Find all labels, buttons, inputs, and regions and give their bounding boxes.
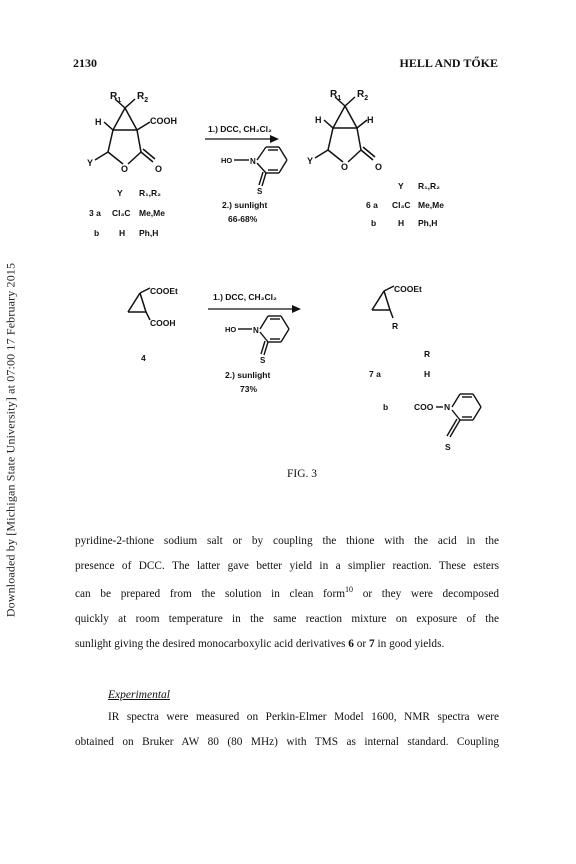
reactant-h: H (95, 117, 102, 127)
scheme2-reactant-cooh: COOH (150, 318, 176, 328)
product-carbonyl-o: O (375, 162, 383, 172)
paragraph-line: quickly at room temperature in the same reaction mixture on exposure of the (75, 612, 499, 625)
experimental-line: obtained on Bruker AW 80 (80 MHz) with TMS as internal standard. Coupling (75, 735, 499, 748)
scheme1-product-structure (315, 97, 375, 162)
reactant-cooh: COOH (150, 116, 177, 126)
svg-text:Ph,H: Ph,H (418, 218, 438, 228)
scheme2-reagent-s: S (260, 356, 266, 365)
scheme2-reagent-top: 1.) DCC, CH₂Cl₂ (213, 292, 277, 302)
svg-text:Cl₃C: Cl₃C (112, 208, 131, 218)
scheme2-product-cooet: COOEt (394, 284, 422, 294)
running-title: HELL AND TŐKE (399, 56, 498, 70)
svg-text:b: b (371, 218, 377, 228)
svg-text:R: R (424, 349, 431, 359)
scheme1-table-left (89, 188, 165, 238)
reference-superscript: 10 (345, 585, 354, 595)
reactant-y: Y (87, 158, 94, 168)
reactant-ring-o: O (121, 164, 129, 174)
scheme1-table-right (366, 181, 444, 228)
svg-text:b: b (383, 402, 389, 412)
experimental-heading: Experimental (108, 689, 170, 701)
svg-text:7 a: 7 a (369, 369, 381, 379)
svg-text:b: b (94, 228, 100, 238)
paragraph-line: sunlight giving the desired monocarboxylic acid derivatives 6 or 7 in good yields. (75, 637, 445, 650)
reactant-r1: $R_1$ (110, 91, 122, 104)
scheme1-reagent-s: S (257, 187, 263, 196)
svg-text:R₁,R₂: R₁,R₂ (139, 188, 161, 198)
download-text: Downloaded by [Michigan State University] at 07:00 17 February 2015 (3, 262, 18, 618)
product-h-left: H (315, 115, 322, 125)
scheme1-reagent-top: 1.) DCC, CH₂Cl₂ (208, 124, 272, 134)
reactant-r2: $R_2$ (137, 91, 149, 104)
reactant-carbonyl-o: O (155, 164, 163, 174)
svg-text:3 a: 3 a (89, 208, 101, 218)
svg-text:H: H (424, 369, 431, 379)
svg-text:N: N (444, 402, 451, 412)
product-y: Y (307, 156, 314, 166)
scheme2-reactant-structure (128, 288, 150, 320)
scheme1-reactant-structure (95, 99, 155, 164)
product-ring-o: O (341, 162, 349, 172)
svg-text:H: H (119, 228, 126, 238)
scheme2-table (369, 349, 451, 452)
experimental-paragraph (75, 705, 499, 754)
experimental-line: IR spectra were measured on Perkin-Elmer Model 1600, NMR spectra were (108, 711, 499, 723)
svg-text:Me,Me: Me,Me (418, 200, 444, 210)
scheme1-yield: 66-68% (228, 214, 258, 224)
scheme2-reagent-bottom: 2.) sunlight (225, 370, 271, 380)
scheme2-yield: 73% (240, 384, 258, 394)
scheme1-reagent-bottom: 2.) sunlight (222, 200, 268, 210)
paragraph-line: pyridine-2-thione sodium salt or by coupling the thione with the acid in the (75, 535, 499, 547)
svg-text:Cl₃C: Cl₃C (392, 200, 411, 210)
scheme1-pyridinethione (234, 147, 287, 186)
scheme1-reagent-ho: HO (221, 156, 233, 165)
svg-text:Y: Y (117, 188, 123, 198)
svg-text:Ph,H: Ph,H (139, 228, 159, 238)
svg-text:Me,Me: Me,Me (139, 208, 165, 218)
scheme1-arrowhead (270, 135, 279, 143)
scheme2-reagent-n: N (253, 326, 259, 335)
scheme2-product-r: R (392, 321, 399, 331)
product-r2: $R_2$ (357, 89, 369, 102)
svg-text:R₁,R₂: R₁,R₂ (418, 181, 440, 191)
figure-caption: FIG. 3 (287, 468, 318, 480)
scheme2-pyridinethione (238, 316, 289, 355)
product-h-right: H (367, 115, 374, 125)
svg-text:6 a: 6 a (366, 200, 378, 210)
svg-text:COO: COO (414, 402, 434, 412)
scheme2-table-pyridinethione (436, 394, 481, 437)
scheme2-reagent-ho: HO (225, 325, 237, 334)
svg-text:H: H (398, 218, 405, 228)
paragraph-line: presence of DCC. The latter gave better yield in a simplier reaction. These esters (75, 559, 499, 572)
svg-text:S: S (445, 442, 451, 452)
scheme2-compound-4: 4 (141, 353, 146, 363)
scheme2-product-structure (372, 286, 394, 318)
product-r1: $R_1$ (330, 89, 342, 102)
body-paragraph (75, 529, 499, 656)
svg-text:Y: Y (398, 181, 404, 191)
scheme2-reactant-cooet: COOEt (150, 286, 178, 296)
scheme1-reagent-n: N (250, 157, 256, 166)
page-number: 2130 (73, 56, 97, 70)
scheme2-arrowhead (292, 305, 301, 313)
paragraph-line: can be prepared from the solution in clean form$^{10}$ or they were decomposed (75, 585, 500, 601)
